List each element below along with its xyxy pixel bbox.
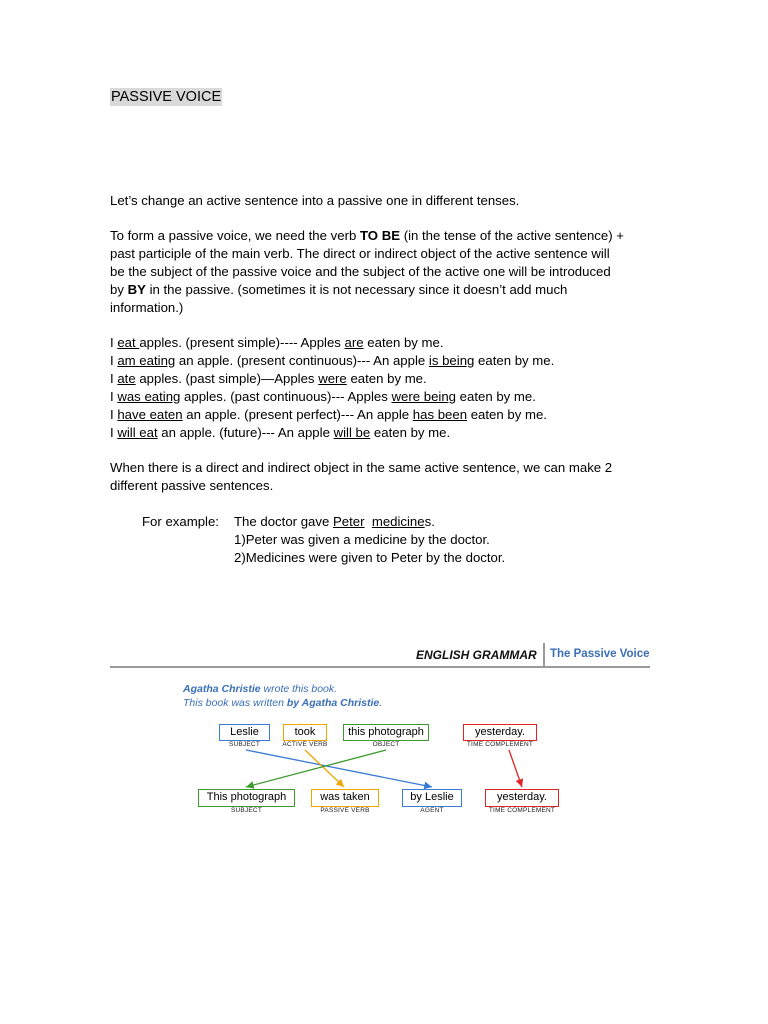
box-passive-agent: by Leslie <box>402 789 462 807</box>
double-object-line-2: different passive sentences. <box>110 478 274 493</box>
box-active-object: this photograph <box>343 724 429 741</box>
double-object-line-1: When there is a direct and indirect object in the same active sentence, we can make 2 <box>110 460 613 475</box>
caption-passive-agent: AGENT <box>420 807 444 814</box>
rule-line-2: past participle of the main verb. The direct or indirect object of the active sentence will <box>110 246 610 261</box>
example-sentence: The doctor gave Peter medicines. <box>234 514 435 529</box>
box-active-subject: Leslie <box>219 724 270 741</box>
example-label: For example: <box>142 514 219 529</box>
page-title: PASSIVE VOICE <box>111 89 222 105</box>
caption-passive-subject: SUBJECT <box>230 807 262 814</box>
box-passive-time: yesterday. <box>485 789 559 807</box>
intro-paragraph: Let’s change an active sentence into a passive one in different tenses. <box>110 193 520 208</box>
tense-line: I eat apples. (present simple)---- Apples are eaten by me. <box>110 335 444 350</box>
arrow-time-to-time <box>509 750 522 787</box>
caption-active-object: OBJECT <box>372 741 400 748</box>
figure-active-example: Agatha Christie wrote this book. <box>183 683 338 695</box>
figure-passive-example: This book was written by Agatha Christie. <box>183 697 383 709</box>
tense-line: I was eating apples. (past continuous)--- Apples were being eaten by me. <box>110 389 536 404</box>
box-passive-subject: This photograph <box>198 789 295 807</box>
tense-line: I will eat an apple. (future)--- An apple will be eaten by me. <box>110 425 451 440</box>
figure-header-title: ENGLISH GRAMMAR <box>416 648 537 662</box>
box-passive-verb: was taken <box>311 789 379 807</box>
caption-active-subject: SUBJECT <box>228 741 260 748</box>
rule-line-1: To form a passive voice, we need the verb TO BE (in the tense of the active sentence) + <box>110 228 624 243</box>
caption-active-verb: ACTIVE VERB <box>282 741 328 748</box>
box-active-verb: took <box>283 724 327 741</box>
caption-active-time: TIME COMPLEMENT <box>466 741 534 748</box>
tense-line: I have eaten an apple. (present perfect)--- An apple has been eaten by me. <box>110 407 547 422</box>
rule-line-3: be the subject of the passive voice and the subject of the active one will be introduced <box>110 264 611 279</box>
tense-line: I ate apples. (past simple)—Apples were eaten by me. <box>110 371 427 386</box>
tense-line: I am eating an apple. (present continuous)--- An apple is being eaten by me. <box>110 353 555 368</box>
rule-line-5: information.) <box>110 300 184 315</box>
box-active-time: yesterday. <box>463 724 537 741</box>
arrow-object-to-subject <box>246 750 386 787</box>
example-passive-1: 1)Peter was given a medicine by the doctor. <box>234 532 490 547</box>
example-passive-2: 2)Medicines were given to Peter by the doctor. <box>234 550 506 565</box>
caption-passive-verb: PASSIVE VERB <box>320 807 370 814</box>
rule-line-4: by BY in the passive. (sometimes it is not necessary since it doesn’t add much <box>110 282 568 297</box>
figure-header-subtitle: The Passive Voice <box>550 648 650 660</box>
caption-passive-time: TIME COMPLEMENT <box>488 807 556 814</box>
